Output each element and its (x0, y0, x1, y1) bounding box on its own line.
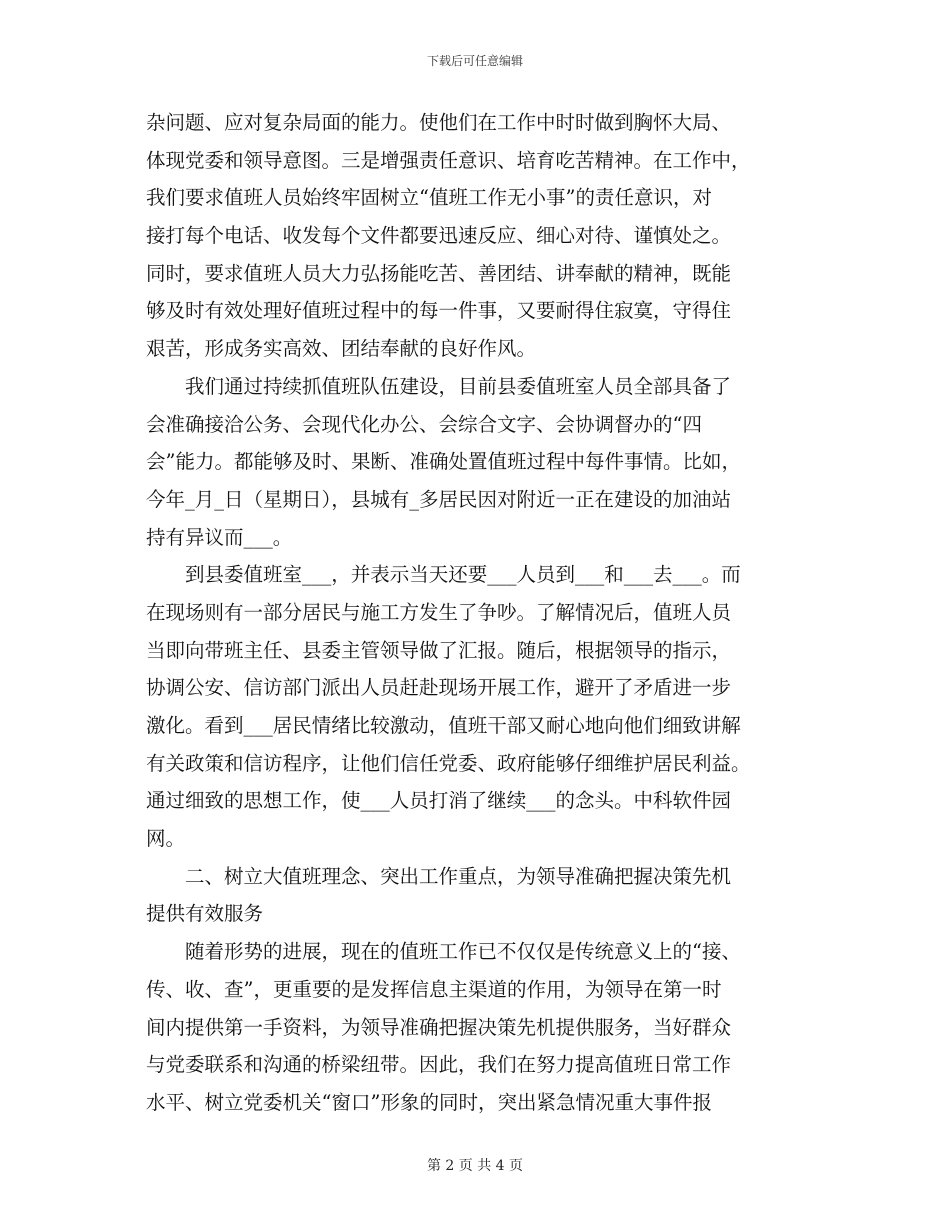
text-line: 通过细致的思想工作，使___人员打消了继续___的念头。中科软件园 (146, 789, 732, 813)
text-line: 间内提供第一手资料，为领导准确把握决策先机提供服务，当好群众 (146, 1015, 732, 1039)
text-line: 与党委联系和沟通的桥梁纽带。因此，我们在努力提高值班日常工作 (146, 1053, 732, 1077)
text-line: 激化。看到___居民情绪比较激动，值班干部又耐心地向他们细致讲解 (146, 714, 741, 737)
section-heading-line: 提供有效服务 (146, 902, 264, 926)
text-line: 网。 (146, 827, 186, 851)
text-line: 会”能力。都能够及时、果断、准确处置值班过程中每件事情。比如， (146, 450, 741, 474)
text-line: 有关政策和信访程序，让他们信任党委、政府能够仔细维护居民利益。 (146, 751, 751, 775)
text-line: 持有异议而___。 (146, 525, 293, 549)
text-line: 今年_月_日（星期日），县城有_多居民因对附近一正在建设的加油站 (146, 487, 732, 511)
text-line: 我们要求值班人员始终牢固树立“值班工作无小事”的责任意识，对 (146, 186, 712, 210)
text-line: 同时，要求值班人员大力弘扬能吃苦、善团结、讲奉献的精神，既能 (146, 261, 732, 285)
section-heading-line: 二、树立大值班理念、突出工作重点，为领导准确把握决策先机 (185, 864, 732, 888)
text-line: 接打每个电话、收发每个文件都要迅速反应、细心对待、谨慎处之。 (146, 224, 732, 248)
text-line: 传、收、查”，更重要的是发挥信息主渠道的作用，为领导在第一时 (146, 977, 722, 1001)
paragraph-start-line: 我们通过持续抓值班队伍建设，目前县委值班室人员全部具备了 (185, 374, 732, 398)
text-line: 当即向带班主任、县委主管领导做了汇报。随后，根据领导的指示， (146, 638, 732, 662)
text-line: 协调公安、信访部门派出人员赶赴现场开展工作，避开了矛盾进一步 (146, 676, 732, 700)
paragraph-start-line: 到县委值班室___，并表示当天还要___人员到___和___去___。而 (185, 563, 741, 587)
text-line: 会准确接洽公务、会现代化办公、会综合文字、会协调督办的“四 (146, 412, 702, 436)
document-body (146, 104, 816, 1122)
page-number: 第 2 页 共 4 页 (426, 1158, 524, 1174)
paragraph-start-line: 随着形势的进展，现在的值班工作已不仅仅是传统意义上的“接、 (185, 940, 741, 964)
text-line: 艰苦，形成务实高效、团结奉献的良好作风。 (146, 337, 537, 361)
page-header: 下载后可任意编辑 (426, 54, 523, 68)
text-line: 够及时有效处理好值班过程中的每一件事，又要耐得住寂寞，守得住 (146, 299, 732, 323)
text-line: 水平、树立党委机关“窗口”形象的同时，突出紧急情况重大事件报 (146, 1090, 712, 1114)
text-line: 在现场则有一部分居民与施工方发生了争吵。了解情况后，值班人员 (146, 600, 732, 624)
text-line: 杂问题、应对复杂局面的能力。使他们在工作中时时做到胸怀大局、 (146, 111, 732, 134)
text-line: 体现党委和领导意图。三是增强责任意识、培育吃苦精神。在工作中， (146, 148, 751, 172)
